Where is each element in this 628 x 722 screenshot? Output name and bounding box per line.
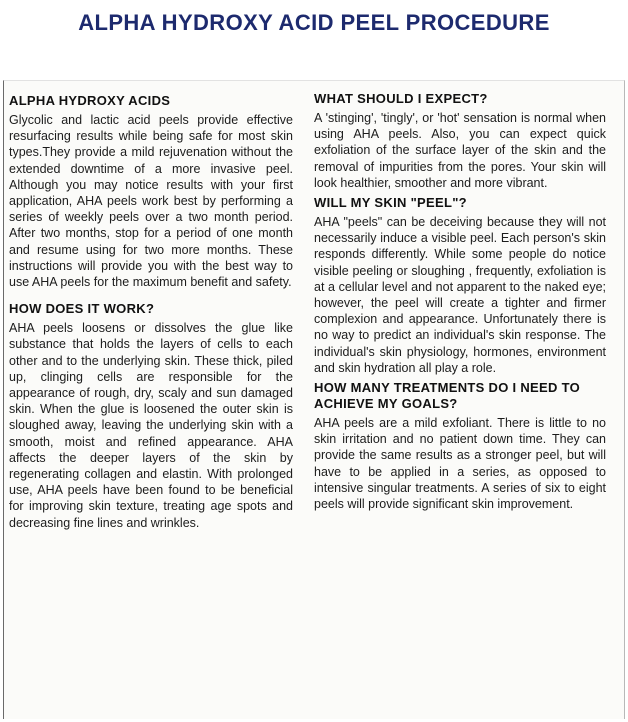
- section-body-what-should-i-expect: A 'stinging', 'tingly', or 'hot' sensation is normal when using AHA peels. Also, you can expect quick exfoliation of the surface layer of the skin and the removal of impurities from the pores. Your skin will look healthier, smoother and more vibrant.: [314, 111, 606, 190]
- right-column: [314, 91, 606, 512]
- section-body-how-many-treatments: AHA peels are a mild exfoliant. There is little to no skin irritation and no patient down time. They can provide the same results as a stronger peel, but will have to be applied in a series, as opposed to intensive singular treatments. A series of six to eight peels will provide significant skin improvement.: [314, 416, 606, 512]
- section-body-will-my-skin-peel: AHA "peels" can be deceiving because they will not necessarily induce a visible peel. Each person's skin responds differently. While some people do notice visible peeling or sloughing , frequently, exfoliation is at a cellular level and not apparent to the naked eye; however, the peel will create a tighter and firmer complexion and appearance. Unfortunately there is no way to predict an individual's skin response. The individual's skin physiology, hormones, environment and skin hydration all play a role.: [314, 215, 606, 375]
- section-heading-what-should-i-expect: WHAT SHOULD I EXPECT?: [314, 91, 488, 106]
- page-title: ALPHA HYDROXY ACID PEEL PROCEDURE: [78, 10, 550, 35]
- section-heading-will-my-skin-peel: WILL MY SKIN "PEEL"?: [314, 195, 467, 211]
- left-column: [9, 93, 293, 531]
- section-heading-how-many-treatments: HOW MANY TREATMENTS DO I NEED TO ACHIEVE MY GOALS?: [314, 380, 580, 412]
- content-panel: [3, 80, 625, 719]
- section-heading-how-does-it-work: HOW DOES IT WORK?: [9, 301, 155, 317]
- section-body-how-does-it-work: AHA peels loosens or dissolves the glue like substance that holds the layers of cells to each other and to the underlying skin. These thick, piled up, clinging cells are responsible for the appearance of rough, dry, scaly and sun damaged skin. When the glue is loosened the outer skin is sloughed away, leaving the underlying skin with a smooth, moist and refined appearance. AHA affects the deeper layers of the skin by regenerating collagen and elastin. With prolonged use, AHA peels have been found to be beneficial for improving skin texture, treating age spots and decreasing fine lines and wrinkles.: [9, 321, 293, 530]
- section-heading-alpha-hydroxy-acids: ALPHA HYDROXY ACIDS: [9, 93, 171, 108]
- section-body-alpha-hydroxy-acids: Glycolic and lactic acid peels provide effective resurfacing results while being safe for most skin types.They provide a mild rejuvenation without the extended downtime of a more invasive peel. Although you may notice results with your first application, AHA peels work best by performing a series of weekly peels over a two month period. After two months, stop for a period of one month and resume using for two more months. These instructions will provide you with the best way to use AHA peels for the maximum benefit and safety.: [9, 113, 293, 290]
